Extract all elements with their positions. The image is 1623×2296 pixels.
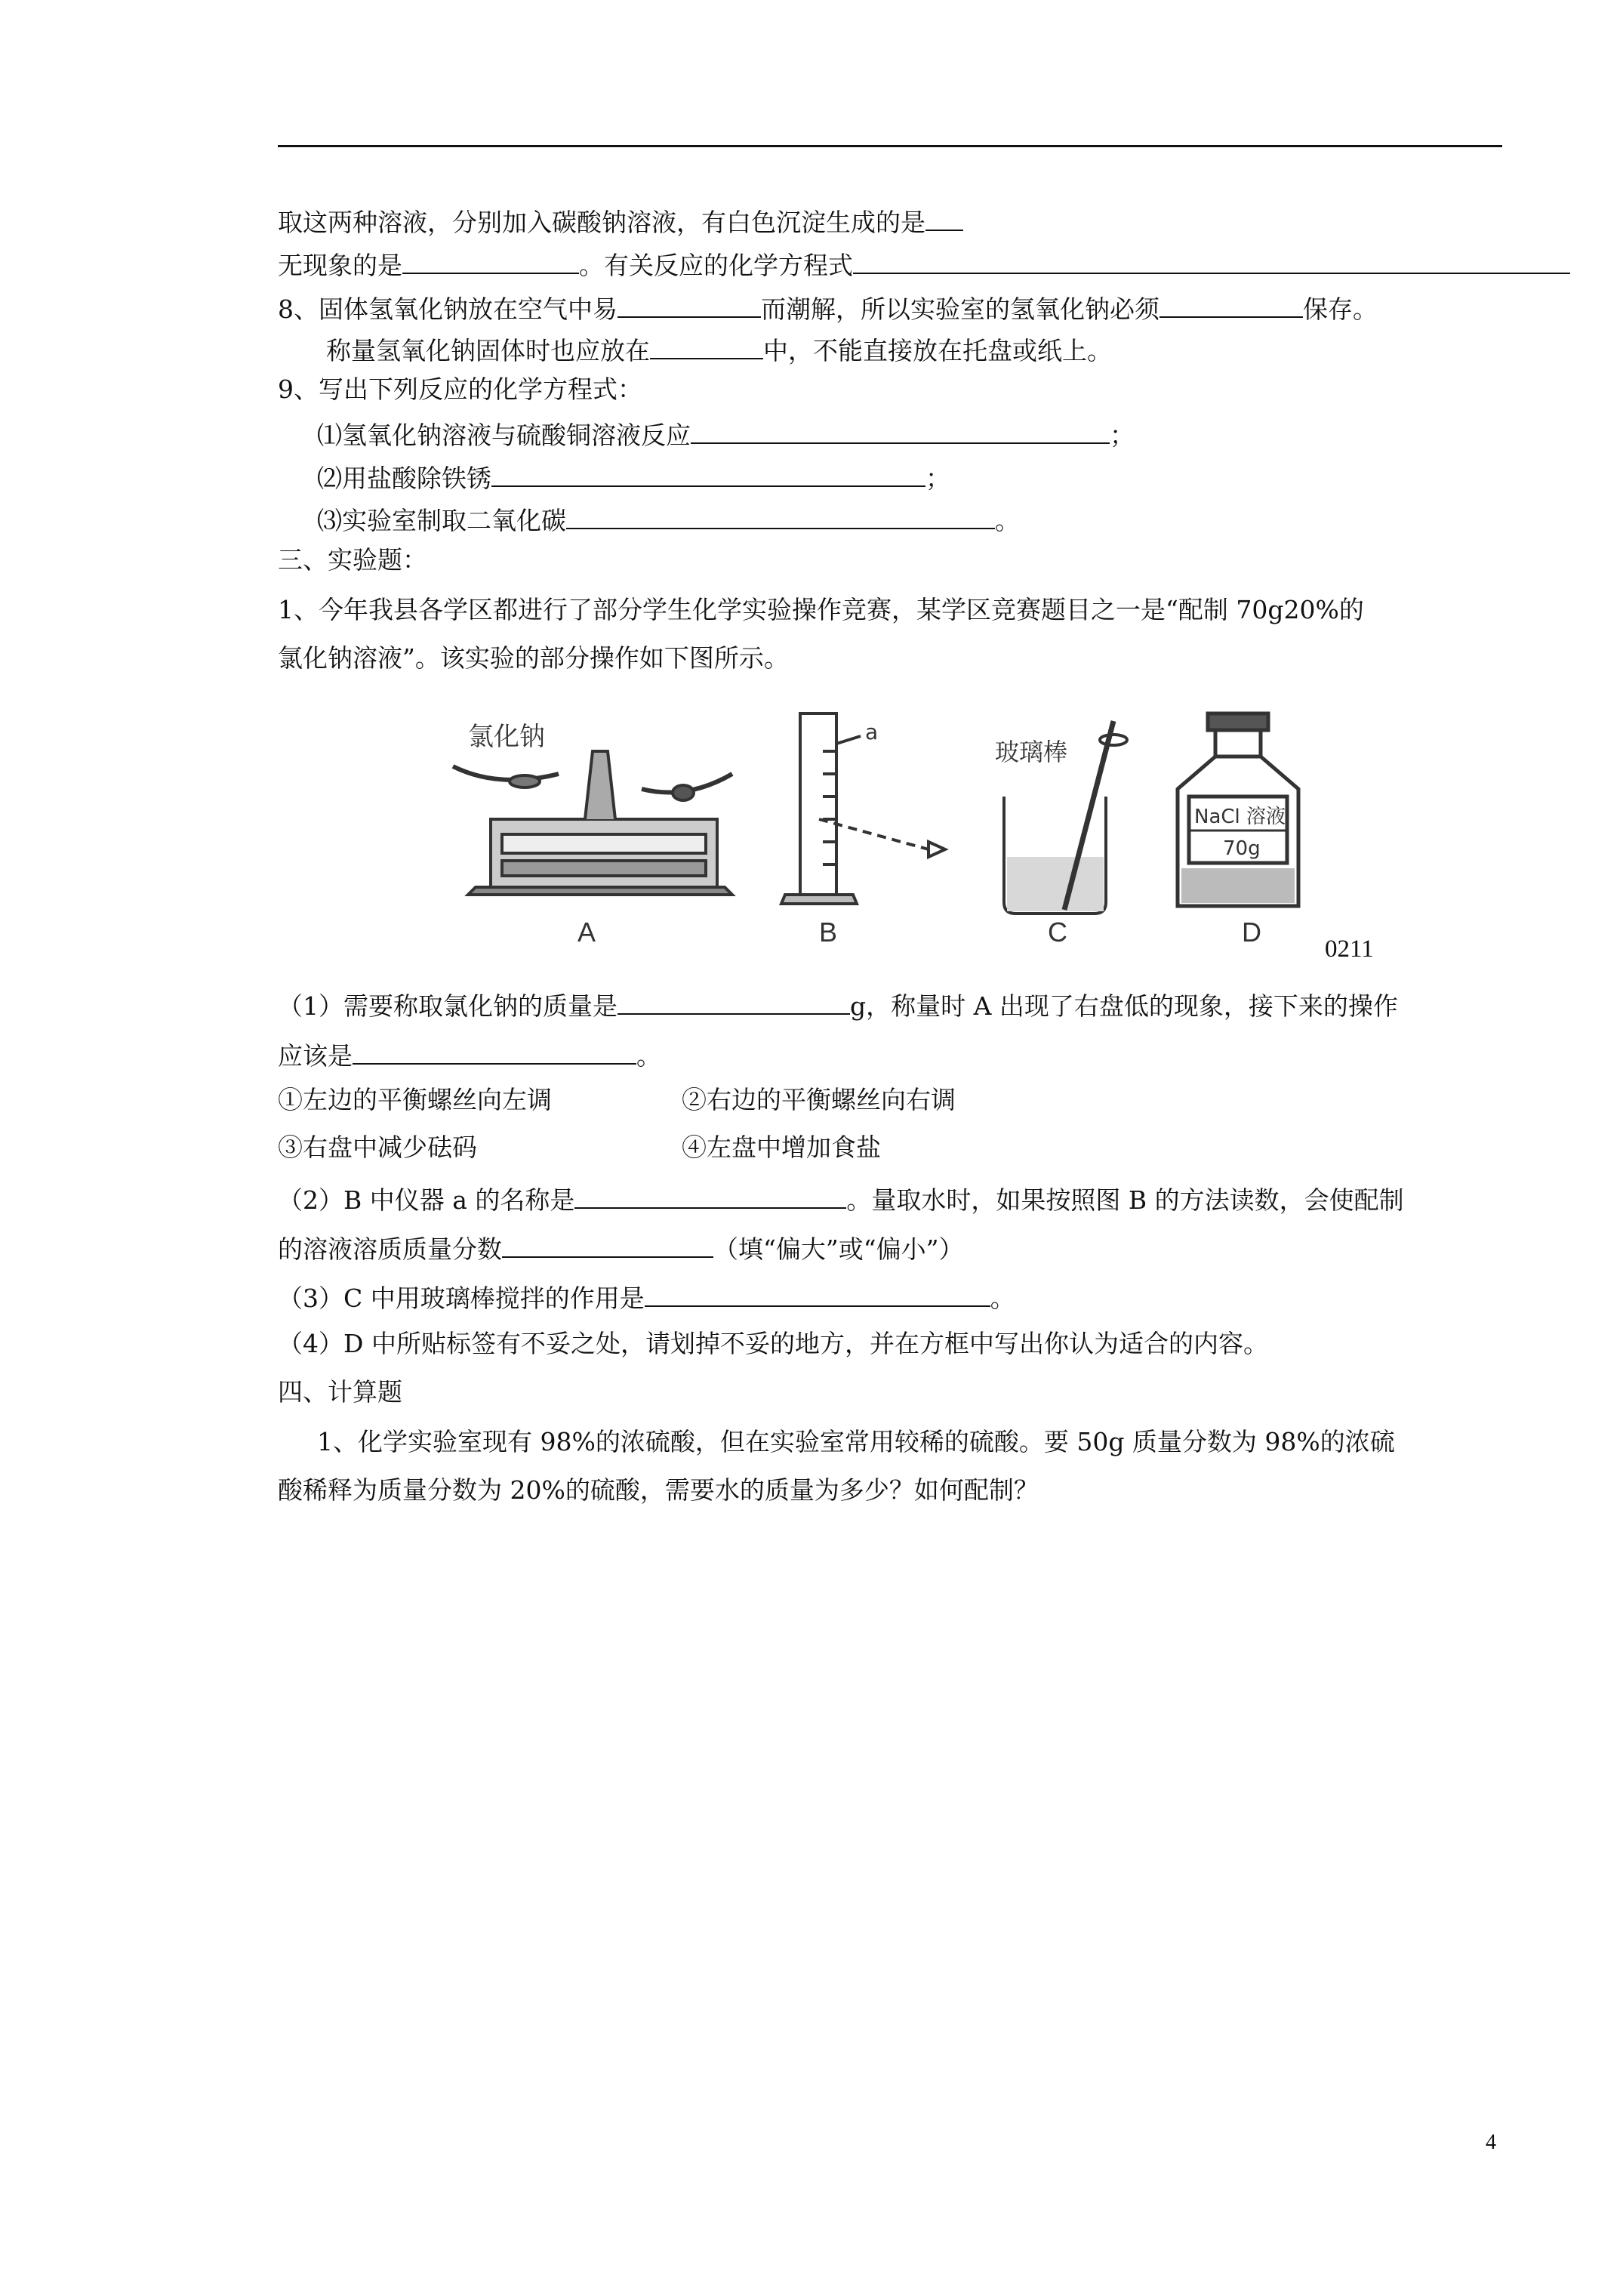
bottle-label-line1: NaCl 溶液 xyxy=(1194,806,1286,828)
figure-label-b: B xyxy=(819,917,838,948)
option-line-1: ①左边的平衡螺丝向左调 xyxy=(278,1085,552,1114)
graduated-cylinder-icon xyxy=(781,713,945,904)
page-number: 4 xyxy=(1486,2131,1496,2154)
text-line-6: ⑴氢氧化钠溶液与硫酸铜溶液反应 ； xyxy=(317,415,1135,452)
text-line-16: （2）B 中仪器 a 的名称是 。量取水时，如果按照图 B 的方法读数，会使配制 xyxy=(278,1180,1404,1217)
figure-label-d: D xyxy=(1242,917,1261,948)
text-line-8: ⑶实验室制取二氧化碳 。 xyxy=(317,501,1020,538)
cylinder-label: a xyxy=(865,720,879,744)
text-line-17: 的溶液溶质质量分数 （填“偏大”或“偏小”） xyxy=(278,1229,963,1266)
section-heading-calculation: 四、计算题 xyxy=(278,1377,402,1407)
text-line-1: 取这两种溶液，分别加入碳酸钠溶液，有白色沉淀生成的是 xyxy=(278,202,963,239)
balance-icon xyxy=(453,751,732,895)
figure-code: 0211 xyxy=(1325,935,1374,963)
bottle-label-line2: 70g xyxy=(1223,837,1261,860)
section-heading-experiment: 三、实验题： xyxy=(278,545,427,575)
option-line-3: ③右盘中减少砝码 xyxy=(278,1133,477,1162)
text-line-7: ⑵用盐酸除铁锈 ； xyxy=(317,458,950,495)
text-line-22: 酸稀释为质量分数为 20%的硫酸，需要水的质量为多少？如何配制？ xyxy=(278,1475,1039,1505)
text-line-2: 无现象的是 。有关反应的化学方程式 xyxy=(278,245,1570,282)
option-line-4: ④左盘中增加食盐 xyxy=(682,1133,881,1162)
text-line-18: （3）C 中用玻璃棒搅拌的作用是 。 xyxy=(278,1278,1015,1315)
balance-label: 氯化钠 xyxy=(468,722,545,752)
figure-label-c: C xyxy=(1048,917,1067,948)
text-line-13: 应该是 。 xyxy=(278,1036,661,1073)
text-line-21: 1、化学实验室现有 98%的浓硫酸，但在实验室常用较稀的硫酸。要 50g 质量分数为 98%的浓硫 xyxy=(317,1427,1395,1456)
text-line-12: （1）需要称取氯化钠的质量是 g，称量时 A 出现了右盘低的现象，接下来的操作 xyxy=(278,986,1398,1023)
text-line-19: （4）D 中所贴标签有不妥之处，请划掉不妥的地方，并在方框中写出你认为适合的内容。 xyxy=(278,1329,1268,1358)
option-line-2: ②右边的平衡螺丝向右调 xyxy=(682,1085,956,1114)
text-line-11: 氯化钠溶液”。该实验的部分操作如下图所示。 xyxy=(278,643,789,673)
text-line-5: 9、写出下列反应的化学方程式： xyxy=(278,374,642,404)
text-line-4: 称量氢氧化钠固体时也应放在 中，不能直接放在托盘或纸上。 xyxy=(326,331,1112,368)
header-rule xyxy=(278,145,1502,147)
figure-label-a: A xyxy=(577,917,596,948)
text-line-10: 1、今年我县各学区都进行了部分学生化学实验操作竞赛，某学区竞赛题目之一是“配制 70g20%的 xyxy=(278,595,1364,624)
beaker-label: 玻璃棒 xyxy=(995,738,1068,766)
text-line-3: 8、固体氢氧化钠放在空气中易 而潮解，所以实验室的氢氧化钠必须 保存。 xyxy=(278,289,1378,326)
